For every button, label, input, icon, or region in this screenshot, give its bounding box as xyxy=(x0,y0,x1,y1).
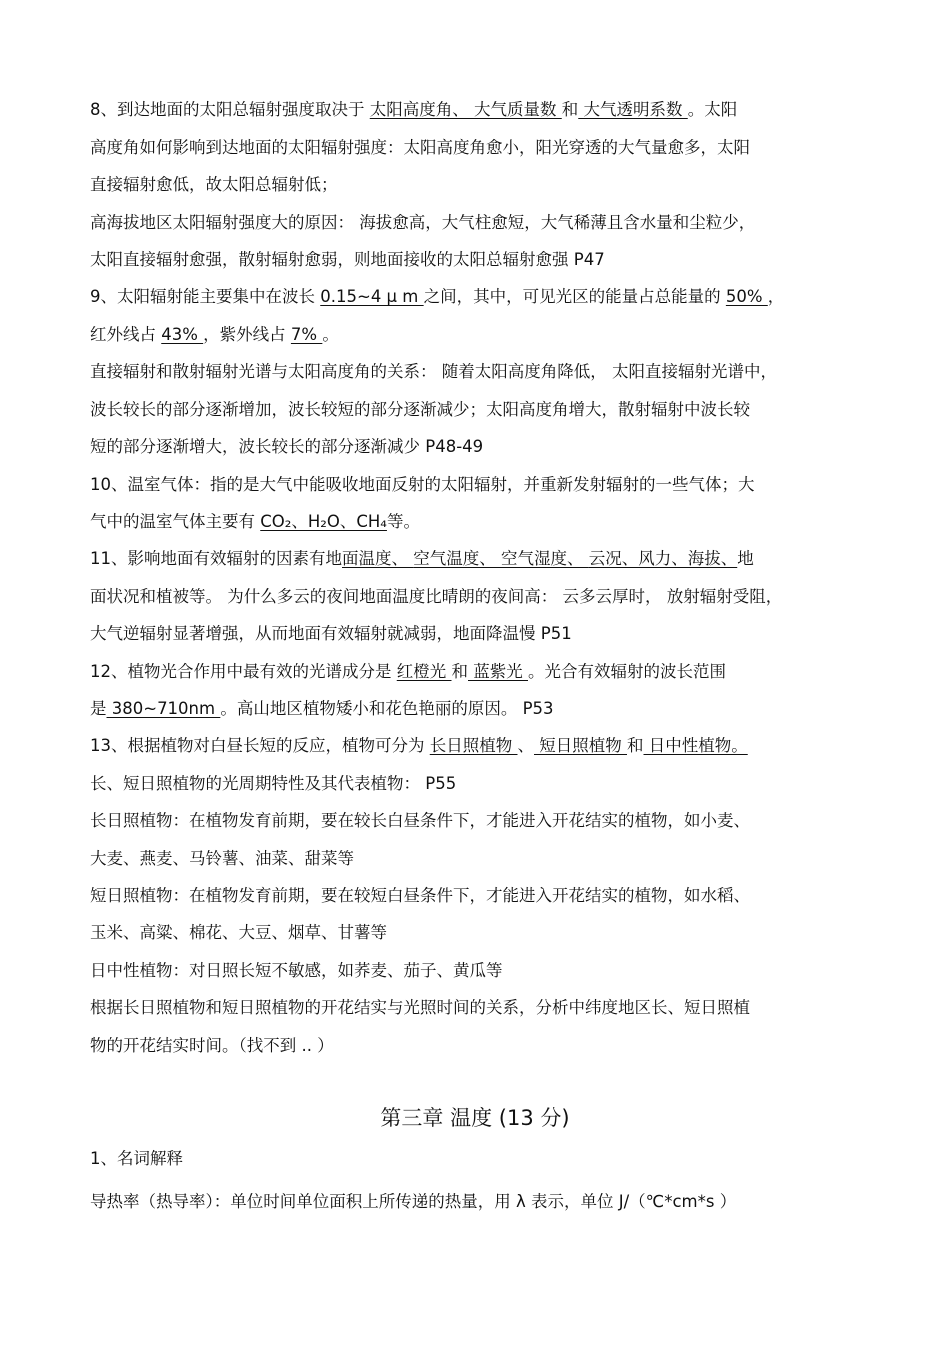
answer-blank: 蓝紫光 xyxy=(468,662,528,681)
answer-blank: CO₂、H₂O、CH₄ xyxy=(260,512,387,531)
answer-blank: 空气温度、 xyxy=(413,549,501,568)
paragraph-line: 气中的温室气体主要有 CO₂、H₂O、CH₄等。 xyxy=(90,512,420,531)
answer-blank: 50% xyxy=(725,287,768,306)
answer-blank: 云况、风力、海拔、 xyxy=(588,549,738,568)
answer-blank: 长日照植物 xyxy=(429,736,518,755)
answer-blank: 7% xyxy=(290,325,323,344)
answer-blank: 大气透明系数 xyxy=(578,100,688,119)
paragraph-line: 9、太阳辐射能主要集中在波长 0.15~4 μ m 之间，其中，可见光区的能量占总能量的 50% ， xyxy=(90,287,785,306)
paragraph-line: 直接辐射愈低，故太阳总辐射低； xyxy=(90,175,338,194)
chapter-title: 第三章 温度 (13 分) xyxy=(380,1106,570,1130)
paragraph-line: 导热率（热导率）：单位时间单位面积上所传递的热量，用 λ 表示，单位 J/（℃*cm*s ） xyxy=(90,1192,737,1211)
paragraph-line: 8、到达地面的太阳总辐射强度取决于 太阳高度角、 大气质量数 和 大气透明系数 。太阳 xyxy=(90,100,738,119)
paragraph-line: 面状况和植被等。 为什么多云的夜间地面温度比晴朗的夜间高： 云多云厚时， 放射辐射受阻， xyxy=(90,587,783,606)
paragraph-line: 短日照植物：在植物发育前期，要在较短白昼条件下，才能进入开花结实的植物，如水稻、 xyxy=(90,886,750,905)
paragraph-line: 根据长日照植物和短日照植物的开花结实与光照时间的关系，分析中纬度地区长、短日照植 xyxy=(90,998,750,1017)
paragraph-line: 太阳直接辐射愈强，散射辐射愈弱，则地面接收的太阳总辐射愈强 P47 xyxy=(90,250,605,269)
paragraph-line: 12、植物光合作用中最有效的光谱成分是 红橙光 和 蓝紫光 。光合有效辐射的波长范围 xyxy=(90,662,726,681)
paragraph-line: 13、根据植物对白昼长短的反应，植物可分为 长日照植物 、 短日照植物 和 日中性植物。 xyxy=(90,736,748,755)
answer-blank: 红橙光 xyxy=(396,662,452,681)
paragraph-line: 波长较长的部分逐渐增加，波长较短的部分逐渐减少；太阳高度角增大，散射辐射中波长较 xyxy=(90,400,750,419)
answer-blank: 43% xyxy=(161,325,204,344)
paragraph-line: 物的开花结实时间。（找不到 .. ） xyxy=(90,1036,334,1055)
paragraph-line: 红外线占 43% ，紫外线占 7% 。 xyxy=(90,325,339,344)
paragraph-line: 日中性植物：对日照长短不敏感，如荞麦、茄子、黄瓜等 xyxy=(90,961,503,980)
paragraph-line: 大气逆辐射显著增强，从而地面有效辐射就减弱，地面降温慢 P51 xyxy=(90,624,572,643)
section-heading: 1、名词解释 xyxy=(90,1149,183,1168)
answer-blank: 大气质量数 xyxy=(474,100,562,119)
paragraph-line: 玉米、高粱、棉花、大豆、烟草、甘薯等 xyxy=(90,923,387,942)
paragraph-line: 10、温室气体：指的是大气中能吸收地面反射的太阳辐射，并重新发射辐射的一些气体；大 xyxy=(90,475,755,494)
paragraph-line: 高度角如何影响到达地面的太阳辐射强度：太阳高度角愈小，阳光穿透的大气量愈多，太阳 xyxy=(90,138,750,157)
paragraph-line: 高海拔地区太阳辐射强度大的原因： 海拔愈高，大气柱愈短，大气稀薄且含水量和尘粒少， xyxy=(90,213,756,232)
paragraph-line: 短的部分逐渐增大，波长较长的部分逐渐减少 P48-49 xyxy=(90,437,484,456)
paragraph-line: 是 380~710nm 。高山地区植物矮小和花色艳丽的原因。 P53 xyxy=(90,699,554,718)
answer-blank: 日中性植物。 xyxy=(643,736,748,755)
paragraph-line: 长、短日照植物的光周期特性及其代表植物： P55 xyxy=(90,774,457,793)
answer-blank: 面温度、 xyxy=(342,549,414,568)
paragraph-line: 长日照植物：在植物发育前期，要在较长白昼条件下，才能进入开花结实的植物，如小麦、 xyxy=(90,811,750,830)
answer-blank: 380~710nm xyxy=(106,699,221,718)
paragraph-line: 直接辐射和散射辐射光谱与太阳高度角的关系： 随着太阳高度角降低， 太阳直接辐射光谱中， xyxy=(90,362,777,381)
answer-blank: 短日照植物 xyxy=(534,736,627,755)
answer-blank: 0.15~4 μ m xyxy=(320,287,424,306)
paragraph-line: 大麦、燕麦、马铃薯、油菜、甜菜等 xyxy=(90,849,354,868)
answer-blank: 太阳高度角、 xyxy=(369,100,474,119)
paragraph-line: 11、影响地面有效辐射的因素有地面温度、 空气温度、 空气湿度、 云况、风力、海拔、地 xyxy=(90,549,754,568)
answer-blank: 空气湿度、 xyxy=(501,549,589,568)
